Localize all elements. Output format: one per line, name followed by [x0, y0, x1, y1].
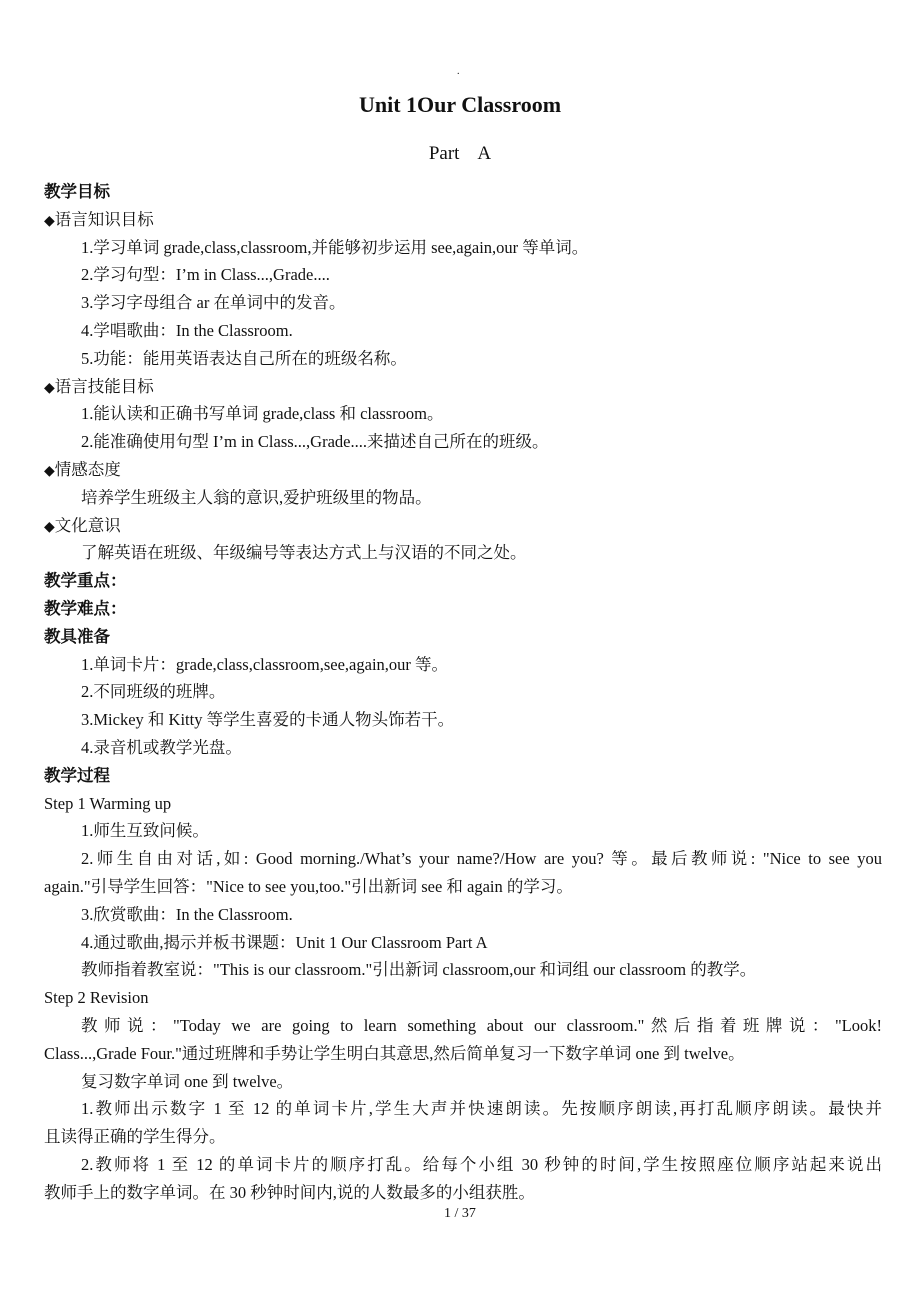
section-heading: 教学目标	[44, 182, 110, 201]
document-title: Unit 1Our Classroom	[358, 92, 562, 117]
diamond-icon: ◆	[44, 462, 55, 479]
list-item: 1.学习单词 grade,class,classroom,并能够初步运用 see,again,our 等单词。	[81, 237, 589, 257]
list-item: 4.录音机或教学光盘。	[81, 737, 242, 757]
section-heading: 教学难点：	[44, 598, 127, 618]
list-item: 1.能认读和正确书写单词 grade,class 和 classroom。	[81, 404, 444, 424]
subsection-heading: ◆语言知识目标	[44, 209, 154, 229]
paragraph-line: 且读得正确的学生得分。	[44, 1127, 226, 1147]
list-item: 4.学唱歌曲：In the Classroom.	[81, 320, 293, 340]
diamond-icon: ◆	[44, 379, 55, 396]
subsection-heading: ◆文化意识	[44, 515, 121, 535]
page-number: 1 / 37	[444, 1206, 476, 1221]
paragraph-line: 培养学生班级主人翁的意识,爱护班级里的物品。	[81, 487, 432, 507]
list-item: 1.教师出示数字 1 至 12 的单词卡片,学生大声并快速朗读。先按顺序朗读,再打乱顺序朗读。最快并	[81, 1099, 882, 1119]
list-item: 5.功能：能用英语表达自己所在的班级名称。	[81, 348, 407, 368]
paragraph-line: 教师说："Today we are going to learn something about our classroom."然后指着班牌说："Look!	[81, 1015, 882, 1035]
paragraph-line: 2.师生自由对话,如: Good morning./What’s your name?/How are you? 等。最后教师说: "Nice to see you	[81, 849, 882, 869]
header-dot: .	[457, 66, 460, 77]
section-heading: 教学重点：	[44, 571, 127, 591]
document-body	[44, 178, 882, 1206]
list-item: 2.不同班级的班牌。	[81, 682, 226, 702]
list-item: 3.欣赏歌曲：In the Classroom.	[81, 904, 293, 924]
list-item: 3.Mickey 和 Kitty 等学生喜爱的卡通人物头饰若干。	[81, 710, 455, 730]
subsection-heading: ◆语言技能目标	[44, 376, 154, 396]
list-item: 4.通过歌曲,揭示并板书课题：Unit 1 Our Classroom Part A	[81, 932, 488, 952]
paragraph-line: Class...,Grade Four."通过班牌和手势让学生明白其意思,然后简单复习一下数字单词 one 到 twelve。	[44, 1043, 745, 1063]
list-item: 1.单词卡片：grade,class,classroom,see,again,our 等。	[81, 654, 449, 674]
list-item: 1.师生互致问候。	[81, 821, 209, 841]
step-heading: Step 1 Warming up	[44, 793, 172, 813]
diamond-icon: ◆	[44, 518, 55, 535]
list-item: 2.能准确使用句型 I’m in Class...,Grade....来描述自己所在的班级。	[81, 432, 549, 452]
list-item: 2.学习句型：I’m in Class...,Grade....	[81, 265, 330, 285]
section-heading: 教具准备	[44, 626, 110, 646]
list-item: 3.学习字母组合 ar 在单词中的发音。	[81, 293, 346, 313]
subsection-heading: ◆情感态度	[44, 459, 121, 479]
paragraph-line: again."引导学生回答："Nice to see you,too."引出新词 see 和 again 的学习。	[44, 876, 573, 896]
paragraph-line: 复习数字单词 one 到 twelve。	[81, 1071, 294, 1091]
diamond-icon: ◆	[44, 212, 55, 229]
paragraph-line: 了解英语在班级、年级编号等表达方式上与汉语的不同之处。	[81, 543, 527, 563]
paragraph-line: 教师手上的数字单词。在 30 秒钟时间内,说的人数最多的小组获胜。	[44, 1182, 535, 1202]
section-heading: 教学过程	[44, 765, 110, 785]
step-heading: Step 2 Revision	[44, 988, 149, 1008]
document-subtitle: Part A	[428, 143, 492, 164]
list-item: 2.教师将 1 至 12 的单词卡片的顺序打乱。给每个小组 30 秒钟的时间,学生按照座位顺序站起来说出	[81, 1154, 882, 1174]
paragraph-line: 教师指着教室说："This is our classroom."引出新词 classroom,our 和词组 our classroom 的教学。	[81, 960, 757, 980]
